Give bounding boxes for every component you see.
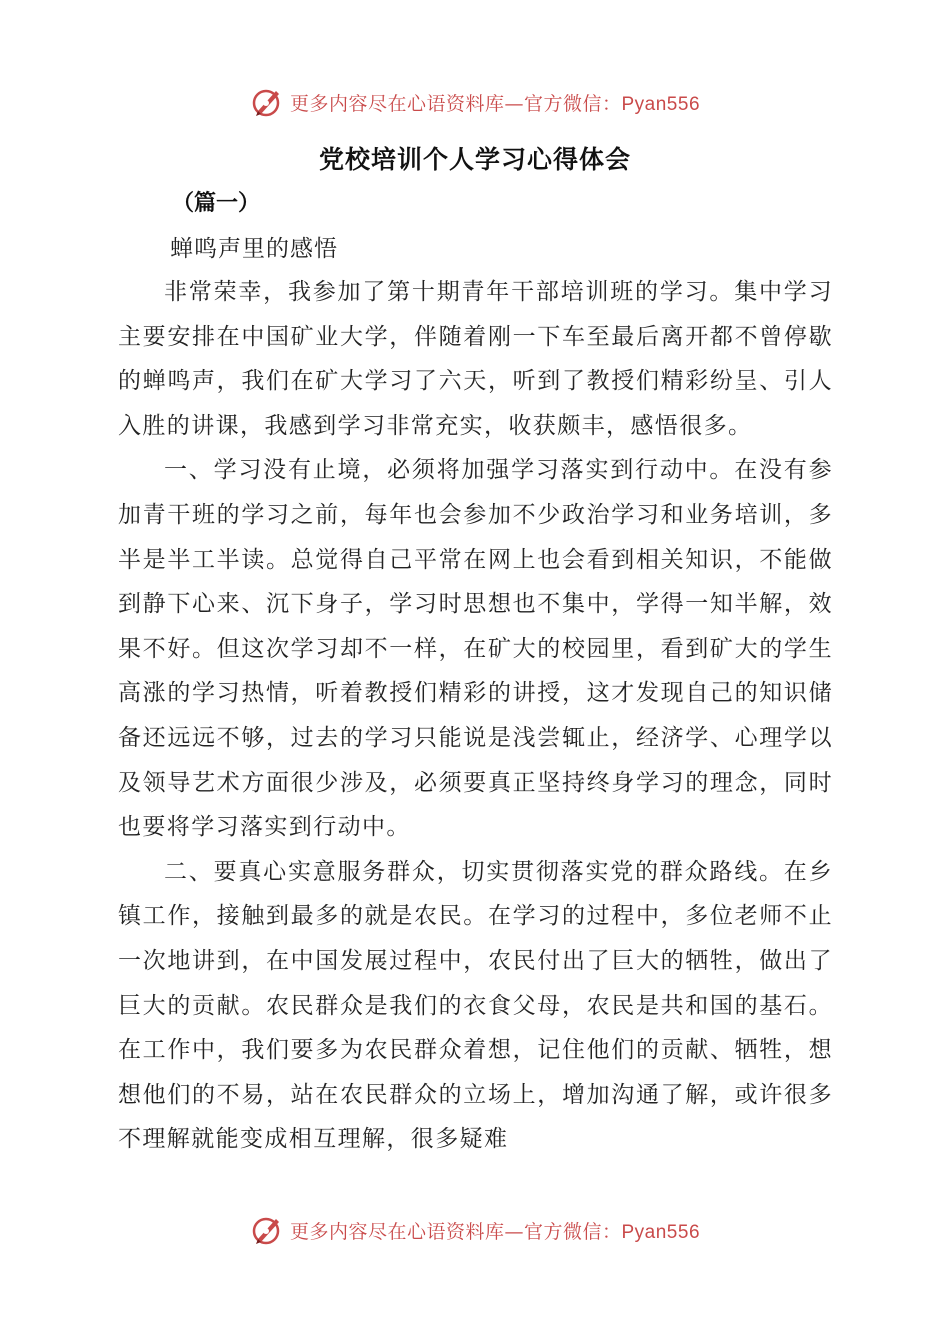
- banner-label: 更多内容尽在心语资料库—官方微信：: [289, 92, 622, 115]
- header-banner: [0, 82, 950, 122]
- pen-logo-icon: [250, 85, 284, 119]
- document-title: 党校培训个人学习心得体会: [318, 145, 631, 174]
- banner-text: [290, 89, 700, 116]
- pen-logo-icon: [250, 1213, 284, 1247]
- body-text: [118, 270, 833, 1162]
- section-subtitle: 蝉鸣声里的感悟: [170, 236, 338, 262]
- paragraph: 一、学习没有止境，必须将加强学习落实到行动中。在没有参加青干班的学习之前，每年也会参加不少政治学习和业务培训，多半是半工半读。总觉得自己平常在网上也会看到相关知识，不能做到静下心来、沉下身子，学习时思想也不集中，学得一知半解，效果不好。但这次学习却不一样，在矿大的校园里，看到矿大的学生高涨的学习热情，听着教授们精彩的讲授，这才发现自己的知识储备还远远不够，过去的学习只能说是浅尝辄止，经济学、心理学以及领导艺术方面很少涉及，必须要真正坚持终身学习的理念，同时也要将学习落实到行动中。: [118, 457, 833, 841]
- footer-banner: [0, 1210, 950, 1250]
- wechat-id: Pyan556: [621, 93, 701, 115]
- banner-label: 更多内容尽在心语资料库—官方微信：: [289, 1220, 622, 1243]
- banner-text: [290, 1217, 700, 1244]
- part-label: （篇一）: [172, 190, 261, 216]
- paragraph: 非常荣幸，我参加了第十期青年干部培训班的学习。集中学习主要安排在中国矿业大学，伴随着刚一下车至最后离开都不曾停歇的蝉鸣声，我们在矿大学习了六天，听到了教授们精彩纷呈、引人入胜的讲课，我感到学习非常充实，收获颇丰，感悟很多。: [118, 279, 833, 439]
- paragraph: 二、要真心实意服务群众，切实贯彻落实党的群众路线。在乡镇工作，接触到最多的就是农民。在学习的过程中，多位老师不止一次地讲到，在中国发展过程中，农民付出了巨大的牺牲，做出了巨大的贡献。农民群众是我们的衣食父母，农民是共和国的基石。在工作中，我们要多为农民群众着想，记住他们的贡献、牺牲，想想他们的不易，站在农民群众的立场上，增加沟通了解，或许很多不理解就能变成相互理解，很多疑难: [118, 858, 833, 1153]
- wechat-id: Pyan556: [621, 1221, 701, 1243]
